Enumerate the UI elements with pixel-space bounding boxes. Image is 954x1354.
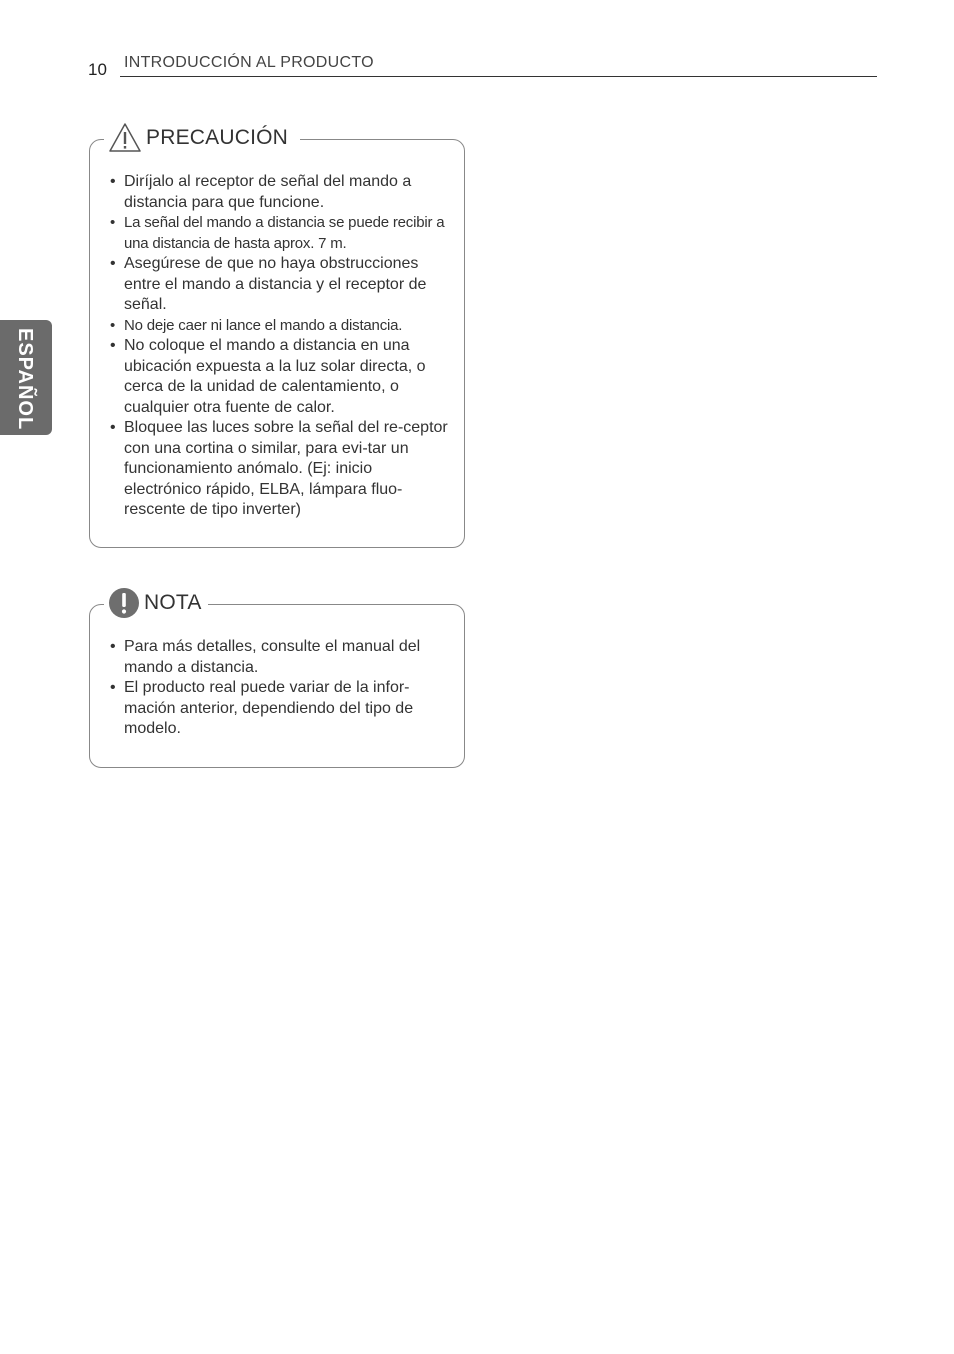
caution-item: • No deje caer ni lance el mando a distancia.	[110, 316, 448, 337]
caution-title	[104, 122, 300, 154]
warning-triangle-icon	[108, 122, 142, 154]
caution-item: • Bloquee las luces sobre la señal del re-ceptor con una cortina o similar, para evi-tar un funcionamiento anómalo. (Ej: inicio electrónico rápido, ELBA, lámpara fluo-rescente de tipo inverter)	[110, 418, 448, 521]
exclamation-circle-icon	[108, 587, 140, 619]
caution-item: • La señal del mando a distancia se puede recibir a una distancia de hasta aprox. 7 m.	[110, 213, 448, 254]
caution-item: • No coloque el mando a distancia en una ubicación expuesta a la luz solar directa, o cerca de la unidad de calentamiento, o cualquier otra fuente de calor.	[110, 336, 448, 418]
side-language-tab	[0, 320, 52, 435]
note-box	[89, 591, 465, 768]
note-title	[104, 587, 208, 619]
side-tab-label: ESPAÑOL	[14, 328, 36, 431]
page-number: 10	[88, 60, 107, 79]
note-item: • El producto real puede variar de la infor-mación anterior, dependiendo del tipo de modelo.	[110, 678, 448, 740]
note-title-text: NOTA	[144, 591, 202, 614]
caution-list	[110, 172, 448, 521]
header-rule	[120, 76, 877, 77]
note-item: • Para más detalles, consulte el manual del mando a distancia.	[110, 637, 448, 678]
caution-item: • Asegúrese de que no haya obstrucciones entre el mando a distancia y el receptor de señal.	[110, 254, 448, 316]
caution-item: • Diríjalo al receptor de señal del mando a distancia para que funcione.	[110, 172, 448, 213]
caution-title-text: PRECAUCIÓN	[146, 126, 289, 149]
caution-box	[89, 126, 465, 548]
section-header: INTRODUCCIÓN AL PRODUCTO	[124, 54, 374, 71]
note-list	[110, 637, 448, 740]
